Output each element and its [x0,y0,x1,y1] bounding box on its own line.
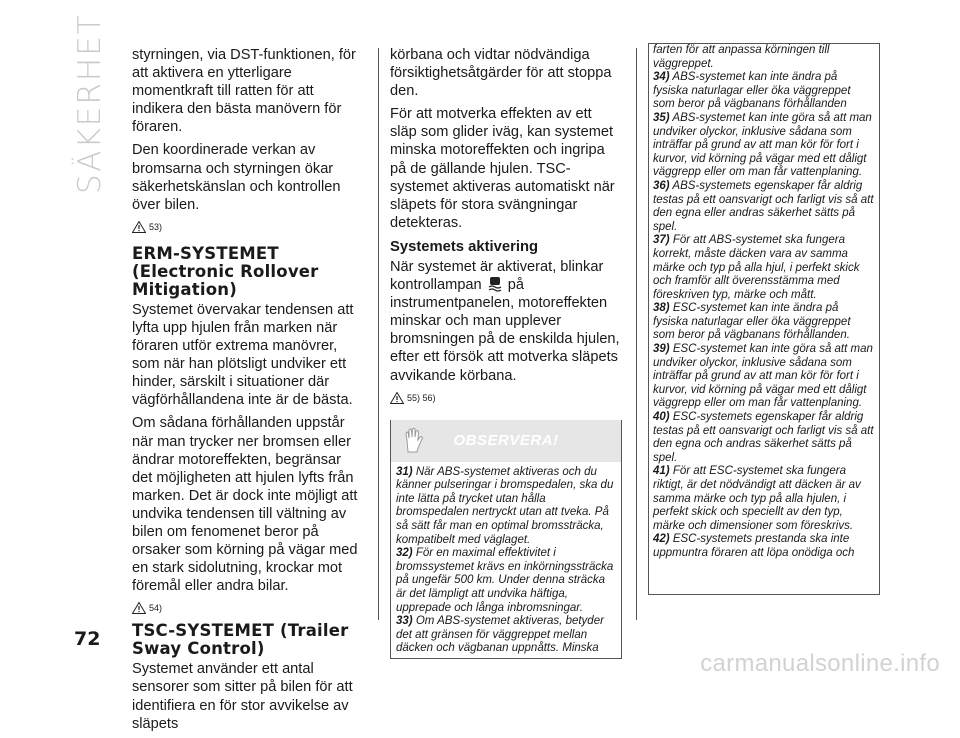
paragraph: Systemet övervakar tendensen att lyfta upp hjulen från marken när föraren utför extrema manövrer, som när han plötsligt undviker ett hinder, särskilt i situationer där vägförhållandena inte är de bästa. [132,301,354,409]
stability-warning-lamp-icon [486,276,504,292]
note-number: 35) [653,111,670,124]
note-item [653,411,875,465]
note-text: ESC-systemet kan inte göra så att man undviker olyckor, inklusive sådana som inträffar på grund av att man kör för fort i kurvor, vid körning på vägar med ett dåligt väggrepp eller om man får vattenplaning. [653,343,873,410]
note-item [396,466,616,548]
note-text: För en maximal effektivitet i bromssystemet krävs en inkörningssträcka på ungefär 500 km. Under denna sträcka är det lämpligt att undvika häftiga, upprepade och långa inbromsningar. [396,547,614,614]
side-section-title [72,0,108,194]
note-text: ABS-systemet kan inte göra så att man undviker olyckor, inklusive sådana som inträffar på grund av att man kör för fort i kurvor, vid körning på vägar med ett dåligt väggrepp eller om man får vattenplaning. [653,111,872,179]
paragraph: styrningen, via DST-funktionen, för att aktivera en ytterligare momentkraft till ratten för att indikera den bästa manövern för föraren. [132,47,356,136]
section-heading-erm: ERM-SYSTEMET (Electronic Rollover Mitigation) [132,243,319,299]
hand-stop-icon [399,426,427,454]
note-continuation-frame [648,43,880,595]
note-text: För att ESC-systemet ska fungera riktigt, är det nödvändigt att däcken är av samma märke och typ på alla hjulen, i perfekt skick och speciellt av den typ, märke och dimensioner som föreskrivs. [653,465,861,532]
note-item [653,112,875,180]
note-item [653,180,875,234]
note-item [396,547,616,615]
warning-triangle-icon [132,221,146,233]
column-divider-2 [636,48,637,620]
note-number: 42) [653,533,670,546]
note-item [653,71,875,112]
paragraph: Systemet använder ett antal sensorer som sitter på bilen för att identifiera en för stor avvikelse av släpets [132,661,353,732]
note-item [653,465,875,533]
warning-reference-number: 55) 56) [407,392,436,403]
paragraph: För att motverka effekten av ett släp som glider iväg, kan systemet minska motoreffekten och ingripa på de gällande hjulen. TSC-systemet aktiveras automatiskt när släpets för stora svängningar detekteras. [390,106,615,231]
note-list [653,71,875,560]
note-number: 32) [396,547,413,560]
side-section-title-text: SÄKERHET [72,13,108,194]
warning-triangle-icon [390,392,404,404]
note-number: 34) [653,71,670,84]
note-box [390,420,622,659]
note-number: 33) [396,615,413,628]
note-number: 36) [653,179,670,192]
note-number: 40) [653,411,670,424]
note-text: ABS-systemet kan inte ändra på fysiska naturlagar eller öka väggreppet som beror på vägbanans förhållanden [653,71,851,111]
warning-reference-number: 54) [149,603,163,614]
paragraph: körbana och vidtar nödvändiga försiktighetsåtgärder för att stoppa den. [390,47,612,100]
note-item [653,302,875,343]
note-item [653,234,875,302]
note-item [396,615,616,656]
page-number: 72 [74,628,101,650]
note-number: 38) [653,302,670,315]
subsection-heading: Systemets aktivering [390,238,539,255]
note-text: För att ABS-systemet ska fungera korrekt, måste däcken vara av samma märke och typ på alla hjul, i perfekt skick och framför allt överensstämma med föreskriven typ, märke och mått. [653,234,860,301]
note-box-title: OBSERVERA! [453,432,559,450]
paragraph-text-start: När systemet är aktiverat, blinkar kontrollampan [390,258,604,294]
column-2 [390,46,622,659]
paragraph-text-end: på instrumentpanelen, motoreffekten minskar och man upplever bromsningen på de enskilda hjulen, efter ett försök att motverka släpets avvikande körbana. [390,277,620,384]
column-divider-1 [378,48,379,620]
note-item [653,343,875,411]
section-heading-tsc: TSC-SYSTEMET (Trailer Sway Control) [132,621,349,659]
note-text: Om ABS-systemet aktiveras, betyder det att gränsen för väggreppet mellan däcken och vägbanan uppnåtts. Minska [396,615,604,655]
note-text: ABS-systemets egenskaper får aldrig testas på ett oansvarigt och farligt vis så att den egna eller andras säkerhet sätts på spel. [653,179,874,233]
note-number: 31) [396,465,413,478]
note-number: 39) [653,343,670,356]
note-box-header [391,420,621,462]
column-1 [132,46,358,738]
watermark: carmanualsonline.info [700,650,940,677]
warning-triangle-icon [132,602,146,614]
note-item [653,533,875,560]
note-continuation-text: farten för att anpassa körningen till väggreppet. [653,44,830,70]
warning-reference [132,600,358,616]
note-text: ESC-systemet kan inte ändra på fysiska naturlagar eller öka väggreppet som beror på vägbanans förhållanden. [653,302,851,342]
paragraph [390,258,622,385]
note-text: När ABS-systemet aktiveras och du känner pulseringar i bromspedalen, ska du inte lätta på trycket utan hålla bromspedalen nertryckt utan att tveka. På så sätt får man en optimal bromssträcka, kompatibelt med väglaget. [396,465,614,546]
column-3 [648,46,880,598]
note-text: ESC-systemets prestanda ska inte uppmuntra föraren att löpa onödiga och [653,533,855,559]
paragraph: Om sådana förhållanden uppstår när man trycker ner bromsen eller ändrar motoreffekten, begränsar det möjligheten att hjulen lyfts från marken. Det är dock inte möjligt att undvika tendensen till vältning av bilen om fenomenet beror på orsaker som körning på vägar med en stark sidolutning, krockar mot föremål eller andra bilar. [132,415,358,595]
paragraph: Den koordinerade verkan av bromsarna och styrningen ökar säkerhetskänslan och kontrollen över bilen. [132,142,341,213]
warning-reference [390,390,622,406]
note-text: ESC-systemets egenskaper får aldrig testas på ett oansvarigt och farligt vis så att den egna och andras säkerhet sätts på spel. [653,411,874,464]
note-list [391,462,621,658]
note-number: 37) [653,234,670,247]
warning-reference [132,219,358,235]
warning-reference-number: 53) [149,221,163,232]
note-number: 41) [653,465,670,478]
